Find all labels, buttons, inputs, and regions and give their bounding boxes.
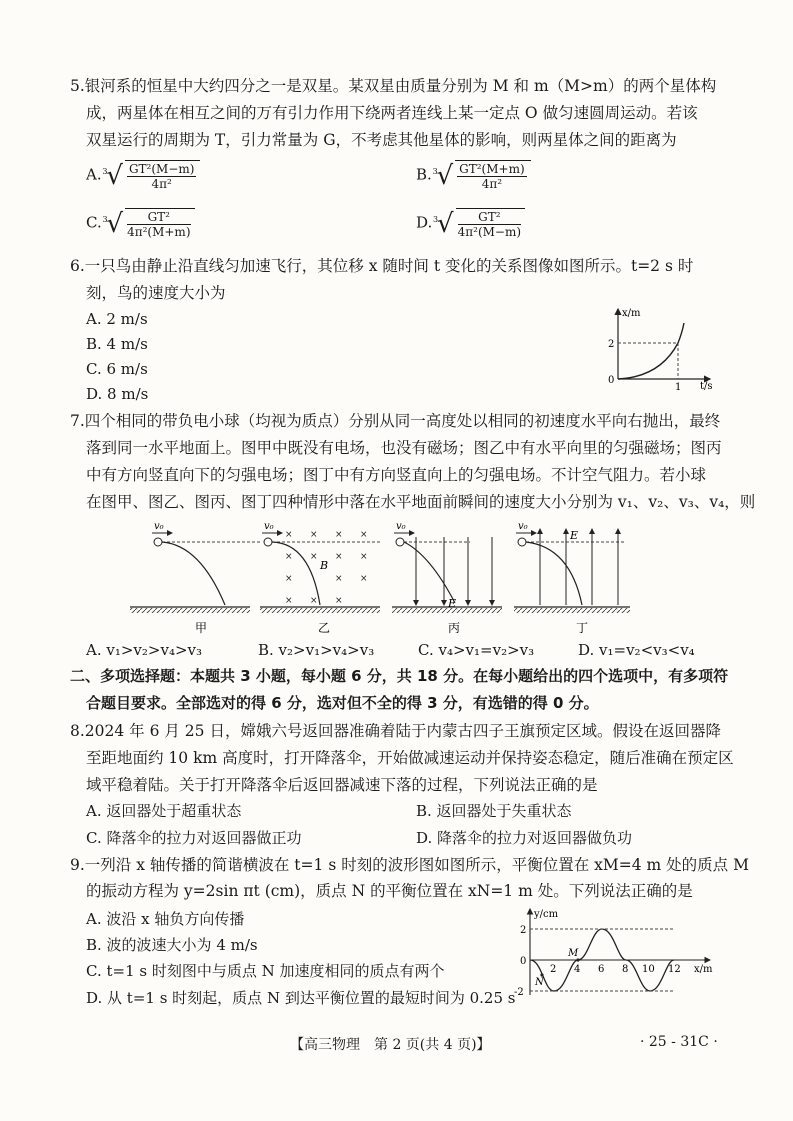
q7-stem-line4: 在图甲、图乙、图丙、图丁四种情形中落在水平地面前瞬间的速度大小分别为 v₁、v₂、v₃、v₄，则 — [86, 493, 756, 511]
q8-stem-line2: 至距地面约 10 km 高度时，打开降落伞，开始做减速运动并保持姿态稳定，随后准确在预定区 — [86, 749, 734, 767]
q9-option-b: B. 波的波速大小为 4 m/s — [86, 936, 258, 954]
svg-text:×: × — [360, 552, 368, 562]
fraction-denominator: 4π²(M+m) — [127, 225, 191, 239]
q7-figure — [130, 515, 640, 640]
q7-option-d: D. v₁=v₂<v₃<v₄ — [578, 641, 695, 659]
q7-stem-line1: 7.四个相同的带负电小球（均视为质点）分别从同一高度处以相同的初速度水平向右抛出，最终 — [70, 412, 721, 430]
q6-option-c: C. 6 m/s — [86, 360, 148, 378]
option-label: B. — [416, 165, 432, 184]
b-field-label: B — [320, 559, 329, 572]
label-yi: 乙 — [318, 621, 331, 635]
svg-text:×: × — [310, 552, 318, 562]
q9-option-c: C. t=1 s 时刻图中与质点 N 加速度相同的质点有两个 — [86, 962, 445, 980]
q8-stem-line3: 域平稳着陆。关于打开降落伞后返回器减速下落的过程，下列说法正确的是 — [86, 776, 598, 794]
cube-root-sign: 3 √ — [433, 208, 454, 239]
fraction-numerator: GT² — [127, 210, 190, 225]
q5-option-b — [416, 160, 531, 191]
svg-text:×: × — [310, 530, 318, 540]
q8-option-c: C. 降落伞的拉力对返回器做正功 — [86, 829, 302, 847]
fraction-denominator: 4π²(M−m) — [457, 225, 522, 239]
cube-root-sign: 3 √ — [432, 160, 454, 191]
q9-option-d: D. 从 t=1 s 时刻起，质点 N 到达平衡位置的最短时间为 0.25 s — [86, 989, 516, 1007]
q6-option-b: B. 4 m/s — [86, 335, 148, 353]
svg-text:×: × — [285, 552, 293, 562]
figure-jia — [130, 521, 260, 635]
q6-stem-line1: 6.一只鸟由静止沿直线匀加速飞行，其位移 x 随时间 t 变化的关系图像如图所示。t=2 s 时 — [70, 257, 694, 275]
q5-option-a — [86, 160, 200, 191]
y-tick-neg: -2 — [514, 987, 524, 998]
q6-stem-line2: 刻，鸟的速度大小为 — [86, 284, 226, 302]
point-n-label: N — [535, 977, 544, 988]
option-label: D. — [416, 213, 433, 232]
q5-stem-line3: 双星运行的周期为 T，引力常量为 G，不考虑其他星体的影响，则两星体之间的距离为 — [86, 131, 677, 149]
fraction-numerator: GT²(M−m) — [128, 162, 195, 176]
y-axis-label: y/cm — [534, 909, 559, 920]
y-axis-label: x/m — [622, 308, 641, 319]
e-field-label: E — [448, 597, 457, 610]
svg-text:×: × — [310, 596, 318, 606]
ball — [396, 538, 404, 546]
e-field-label: E — [570, 529, 579, 542]
cube-root-sign: 3 √ — [102, 208, 124, 239]
parabola-curve — [618, 323, 684, 379]
q9-stem-line2: 的振动方程为 y=2sin πt (cm)，质点 N 的平衡位置在 xN=1 m 处。下列说法正确的是 — [86, 882, 693, 900]
x-tick: 8 — [622, 964, 629, 975]
cube-root-sign: 3 √ — [102, 160, 123, 191]
x-tick: 10 — [642, 964, 655, 975]
svg-text:×: × — [285, 530, 293, 540]
option-label: A. — [86, 165, 102, 184]
x-tick-label: 1 — [675, 382, 682, 393]
trajectory — [404, 542, 455, 603]
ball — [154, 538, 162, 546]
q9-stem-line1: 9.一列沿 x 轴传播的简谐横波在 t=1 s 时刻的波形图如图所示，平衡位置在 xM=4 m 处的质点 M — [70, 856, 749, 874]
option-label: C. — [86, 213, 102, 232]
x-axis-label: x/m — [694, 964, 713, 975]
label-bing: 丙 — [448, 621, 461, 635]
figure-yi — [260, 521, 380, 635]
label-ding: 丁 — [576, 621, 589, 635]
q7-option-a: A. v₁>v₂>v₄>v₃ — [86, 641, 203, 659]
q5-option-d — [416, 208, 525, 239]
fraction-numerator: GT²(M+m) — [459, 162, 525, 176]
x-tick: 6 — [598, 964, 605, 975]
q8-option-a: A. 返回器处于超重状态 — [86, 802, 242, 820]
q5-option-c — [86, 208, 195, 239]
x-tick: 2 — [550, 964, 557, 975]
origin-label: 0 — [520, 956, 527, 967]
section-2-heading: 二、多项选择题：本题共 3 小题，每小题 6 分，共 18 分。在每小题给出的四个选项中，有多项符 — [70, 667, 729, 685]
ball — [518, 538, 526, 546]
q9-option-a: A. 波沿 x 轴负方向传播 — [86, 910, 245, 928]
section-2-heading-cont: 合题目要求。全部选对的得 6 分，选对但不全的得 3 分，有选错的得 0 分。 — [86, 694, 599, 712]
y-tick-pos: 2 — [520, 925, 527, 936]
q7-stem-line2: 落到同一水平地面上。图甲中既没有电场，也没有磁场；图乙中有水平向里的匀强磁场；图丙 — [86, 439, 722, 457]
q6-option-d: D. 8 m/s — [86, 385, 149, 403]
v0-label: v₀ — [518, 521, 528, 532]
svg-text:×: × — [285, 596, 293, 606]
svg-text:×: × — [335, 530, 343, 540]
x-axis-label: t/s — [700, 381, 713, 392]
svg-text:×: × — [335, 596, 343, 606]
label-jia: 甲 — [195, 621, 208, 635]
fraction-numerator: GT² — [458, 210, 521, 225]
point-m-label: M — [568, 948, 579, 959]
trajectory — [526, 542, 582, 605]
ball — [264, 538, 272, 546]
q7-option-b: B. v₂>v₁>v₄>v₃ — [258, 641, 375, 659]
svg-text:×: × — [360, 574, 368, 584]
q5-stem-line1: 5.银河系的恒星中大约四分之一是双星。某双星由质量分别为 M 和 m（M>m）的两个星体构 — [70, 77, 717, 95]
x-tick: 12 — [668, 964, 681, 975]
q6-x-t-graph — [600, 305, 715, 393]
q6-option-a: A. 2 m/s — [86, 310, 148, 328]
x-tick: 4 — [574, 964, 581, 975]
figure-bing — [392, 521, 502, 635]
q8-option-d: D. 降落伞的拉力对返回器做负功 — [416, 829, 633, 847]
svg-text:×: × — [335, 552, 343, 562]
origin-label: 0 — [608, 375, 615, 386]
q9-wave-graph — [510, 905, 715, 1000]
q5-stem-line2: 成，两星体在相互之间的万有引力作用下绕两者连线上某一定点 O 做匀速圆周运动。若该 — [86, 104, 698, 122]
figure-ding — [514, 521, 630, 635]
fraction-denominator: 4π² — [481, 177, 503, 191]
trajectory — [162, 542, 225, 605]
y-tick-label: 2 — [608, 339, 615, 350]
page-footer-right: · 25 - 31C · — [640, 1034, 718, 1050]
v0-label: v₀ — [264, 521, 274, 532]
svg-text:×: × — [360, 530, 368, 540]
fraction-denominator: 4π² — [151, 177, 172, 191]
q7-stem-line3: 中有方向竖直向下的匀强电场；图丁中有方向竖直向上的匀强电场。不计空气阻力。若小球 — [86, 466, 707, 484]
page-footer-center: 【高三物理 第 2 页(共 4 页)】 — [290, 1037, 491, 1053]
q8-option-b: B. 返回器处于失重状态 — [416, 802, 572, 820]
svg-text:×: × — [335, 574, 343, 584]
q8-stem-line1: 8.2024 年 6 月 25 日，嫦娥六号返回器准确着陆于内蒙古四子王旗预定区域。假设在返回器降 — [70, 722, 721, 740]
q7-option-c: C. v₄>v₁=v₂>v₃ — [418, 641, 535, 659]
v0-label: v₀ — [396, 521, 406, 532]
svg-text:×: × — [285, 574, 293, 584]
v0-label: v₀ — [154, 521, 164, 532]
